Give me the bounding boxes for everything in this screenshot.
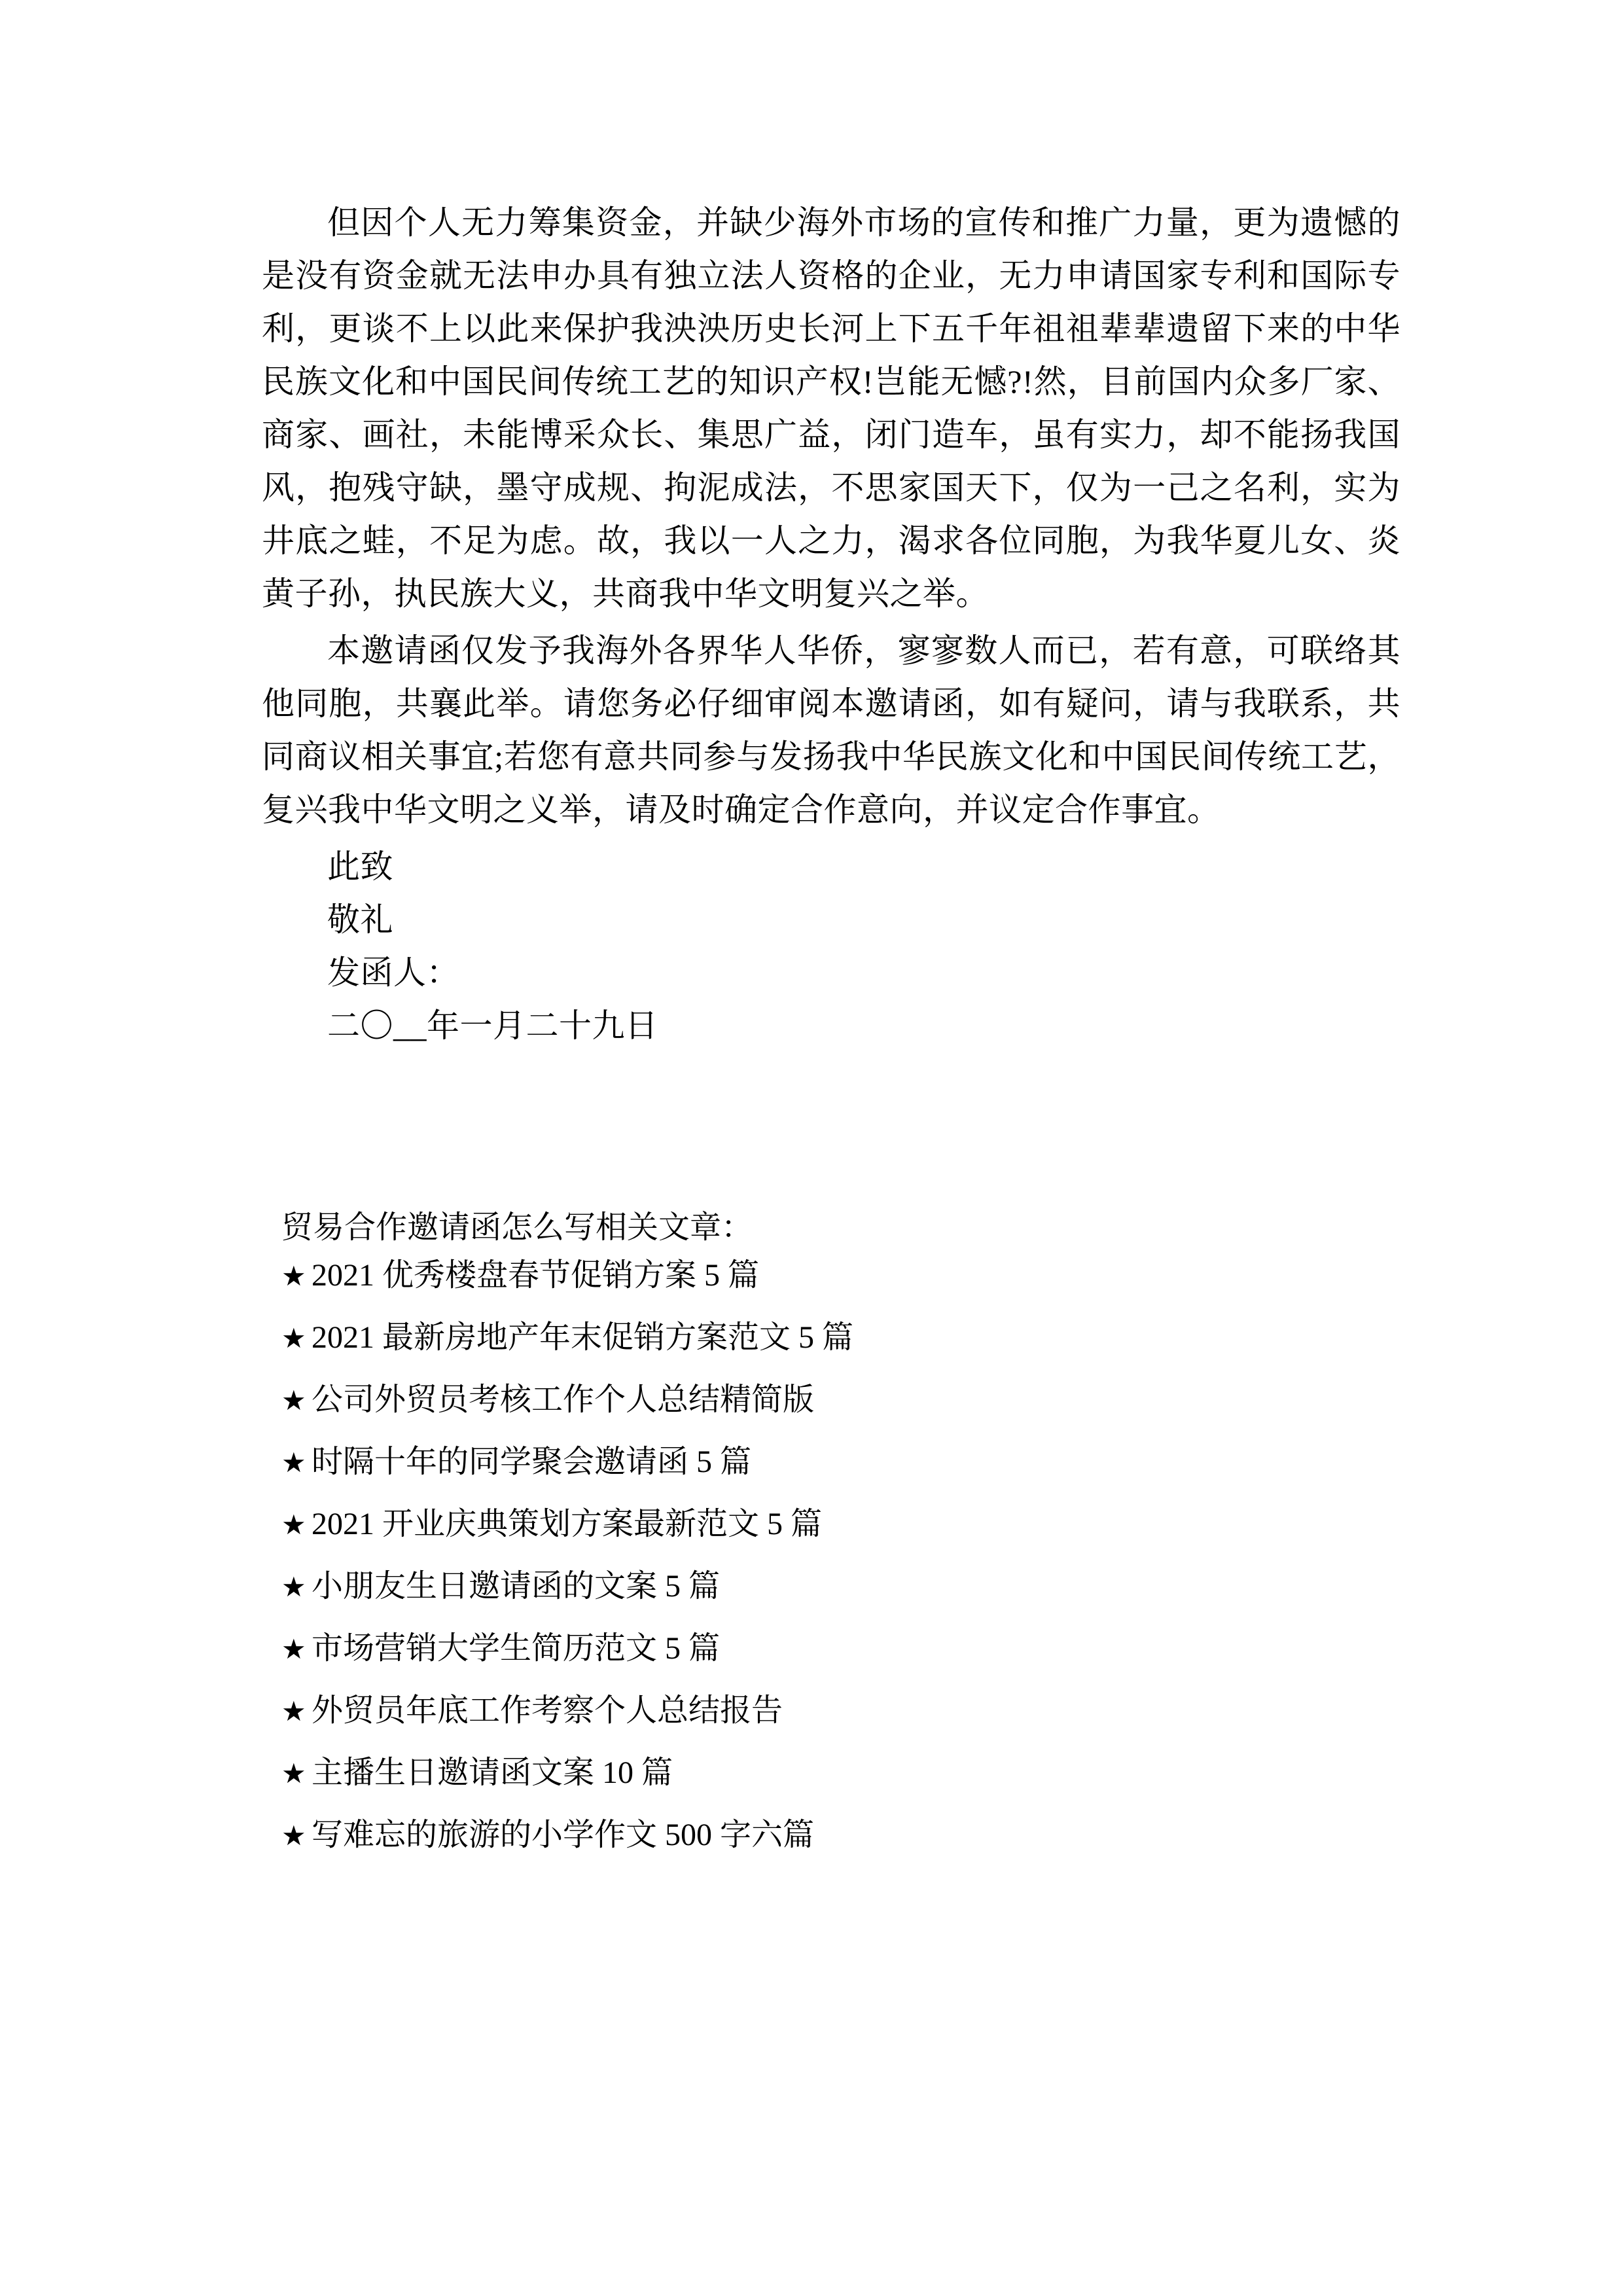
list-item[interactable]: [262, 1506, 1400, 1541]
related-articles-title: 贸易合作邀请函怎么写相关文章：: [281, 1210, 753, 1245]
document-date: 二〇__年一月二十九日: [327, 1007, 658, 1044]
list-item-label: 主播生日邀请函文案 10 篇: [312, 1755, 673, 1790]
star-icon: ★: [281, 1323, 306, 1354]
list-item[interactable]: [262, 1319, 1400, 1355]
related-articles-section: [262, 1203, 1400, 1851]
list-item-label: 2021 开业庆典策划方案最新范文 5 篇: [312, 1506, 823, 1541]
section-spacer: [262, 1052, 1400, 1203]
list-item-label: 2021 优秀楼盘春节促销方案 5 篇: [312, 1257, 760, 1293]
list-item[interactable]: [262, 1257, 1400, 1293]
signer-label: 发函人：: [327, 954, 459, 991]
list-item-label: 市场营销大学生简历范文 5 篇: [312, 1630, 721, 1666]
star-icon: ★: [281, 1634, 306, 1665]
star-icon: ★: [281, 1759, 306, 1789]
closing-line-1: 此致: [327, 848, 393, 885]
list-item-label: 小朋友生日邀请函的文案 5 篇: [312, 1568, 721, 1604]
list-item-label: 写难忘的旅游的小学作文 500 字六篇: [312, 1817, 815, 1852]
closing-line-2: 敬礼: [327, 901, 393, 938]
closing-block: [262, 840, 1400, 1052]
list-item[interactable]: [262, 1446, 1400, 1478]
star-icon: ★: [281, 1572, 306, 1603]
related-articles-list: [262, 1257, 1400, 1852]
list-item[interactable]: [262, 1695, 1400, 1727]
list-item[interactable]: [262, 1384, 1400, 1416]
list-item-label: 外贸员年底工作考察个人总结报告: [312, 1693, 783, 1728]
paragraph-1: 但因个人无力筹集资金，并缺少海外市场的宣传和推广力量，更为遗憾的是没有资金就无法申办具有独立法人资格的企业，无力申请国家专利和国际专利，更谈不上以此来保护我泱泱历史长河上下五千年祖祖辈辈遗留下来的中华民族文化和中国民间传统工艺的知识产权!岂能无憾?!然，目前国内众多厂家、商家、画社，未能博采众长、集思广益，闭门造车，虽有实力，却不能扬我国风，抱残守缺，墨守成规、拘泥成法，不思家国天下，仅为一己之名利，实为井底之蛙，不足为虑。故，我以一人之力，渴求各位同胞，为我华夏儿女、炎黄子孙，执民族大义，共商我中华文明复兴之举。: [262, 204, 1400, 612]
document-body: [262, 196, 1400, 1052]
list-item[interactable]: [262, 1568, 1400, 1604]
star-icon: ★: [281, 1510, 306, 1541]
star-icon: ★: [281, 1448, 306, 1479]
star-icon: ★: [281, 1696, 306, 1727]
list-item[interactable]: [262, 1817, 1400, 1852]
paragraph-2: 本邀请函仅发予我海外各界华人华侨，寥寥数人而已，若有意，可联络其他同胞，共襄此举。请您务必仔细审阅本邀请函，如有疑问，请与我联系，共同商议相关事宜;若您有意共同参与发扬我中华民族文化和中国民间传统工艺，复兴我中华文明之义举，请及时确定合作意向，并议定合作事宜。: [262, 632, 1400, 828]
list-item-label: 公司外贸员考核工作个人总结精简版: [312, 1382, 815, 1417]
list-item-label: 2021 最新房地产年末促销方案范文 5 篇: [312, 1319, 854, 1355]
star-icon: ★: [281, 1386, 306, 1416]
star-icon: ★: [281, 1261, 306, 1292]
list-item-label: 时隔十年的同学聚会邀请函 5 篇: [312, 1444, 752, 1479]
star-icon: ★: [281, 1821, 306, 1852]
list-item[interactable]: [262, 1630, 1400, 1666]
list-item[interactable]: [262, 1757, 1400, 1789]
